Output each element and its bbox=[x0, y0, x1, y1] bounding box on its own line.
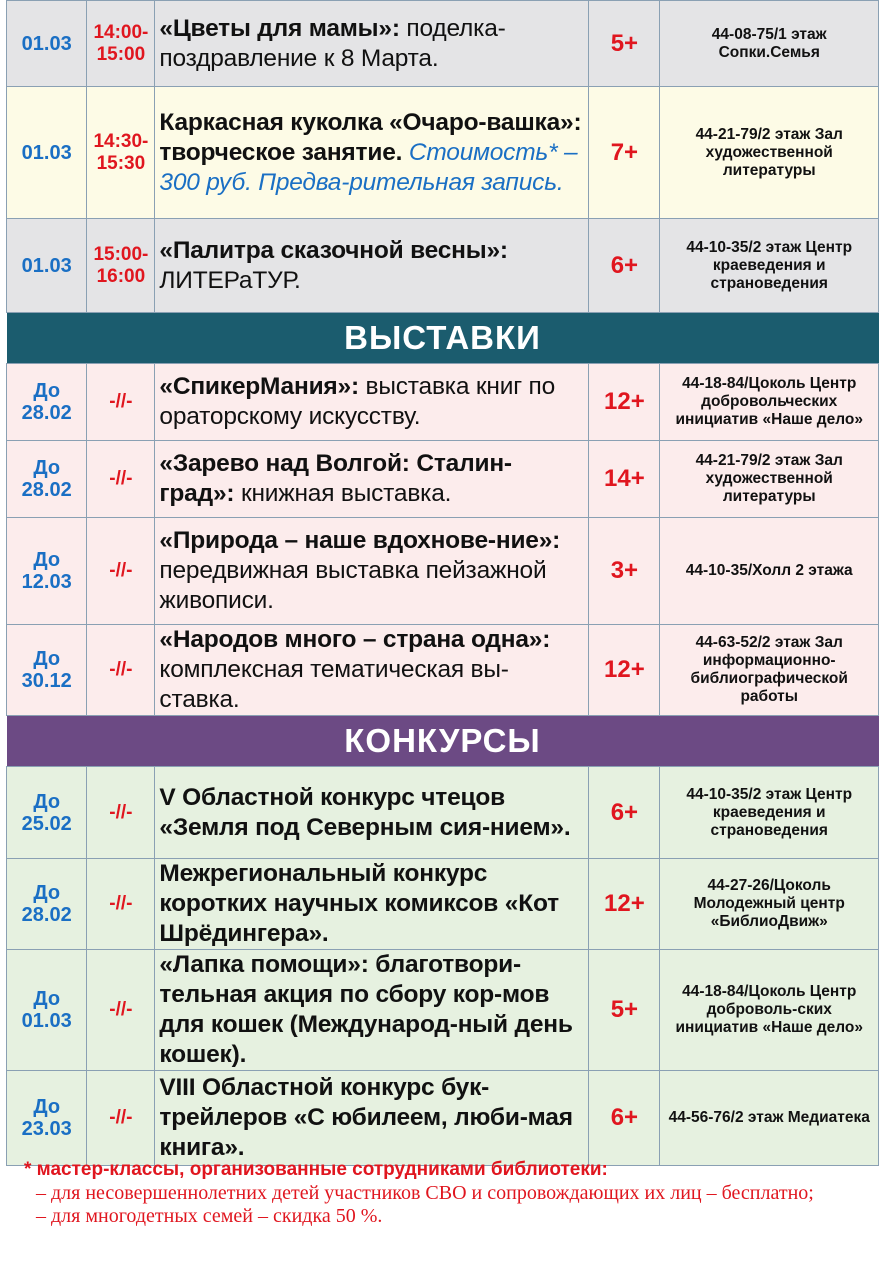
event-title-bold: «Природа – наше вдохнове-ние»: bbox=[159, 527, 561, 554]
event-time: 14:30-15:30 bbox=[87, 87, 155, 219]
event-date: До 23.03 bbox=[7, 1071, 87, 1166]
table-row bbox=[7, 518, 879, 625]
table-row bbox=[7, 1071, 879, 1166]
event-title-bold: «СпикерМания»: bbox=[159, 373, 359, 400]
age-rating: 12+ bbox=[589, 625, 660, 716]
footnote-line: – для несовершеннолетних детей участников СВО и сопровождающих их лиц – бесплатно; bbox=[36, 1182, 814, 1204]
age-rating: 6+ bbox=[589, 1071, 660, 1166]
event-title-bold: «Цветы для мамы»: bbox=[159, 14, 400, 42]
footnote-heading: * мастер-классы, организованные сотрудниками библиотеки: bbox=[24, 1159, 608, 1180]
section-header-exhibitions bbox=[7, 313, 879, 364]
event-place: 44-18-84/Цоколь Центр доброволь-ских инициатив «Наше дело» bbox=[660, 950, 879, 1071]
event-place: 44-10-35/Холл 2 этажа bbox=[660, 518, 879, 625]
event-place: 44-10-35/2 этаж Центр краеведения и страноведения bbox=[660, 219, 879, 313]
age-rating: 7+ bbox=[589, 87, 660, 219]
schedule-table bbox=[6, 0, 879, 1166]
event-title bbox=[155, 219, 589, 313]
age-rating: 3+ bbox=[589, 518, 660, 625]
event-place: 44-10-35/2 этаж Центр краеведения и страноведения bbox=[660, 767, 879, 859]
event-title-rest: передвижная выставка пейзажной живописи. bbox=[159, 557, 547, 614]
event-place: 44-63-52/2 этаж Зал информационно-библиографической работы bbox=[660, 625, 879, 716]
event-time: -//- bbox=[87, 859, 155, 950]
event-place: 44-18-84/Цоколь Центр добровольческих инициатив «Наше дело» bbox=[660, 364, 879, 441]
event-title bbox=[155, 625, 589, 716]
age-rating: 12+ bbox=[589, 859, 660, 950]
event-title bbox=[155, 87, 589, 219]
event-title-bold: «Палитра сказочной весны»: bbox=[159, 236, 508, 264]
event-title-rest: выставка книг по ораторскому искусству. bbox=[159, 373, 556, 430]
event-place: 44-27-26/Цоколь Молодежный центр «БиблиоДвиж» bbox=[660, 859, 879, 950]
event-time: 14:00-15:00 bbox=[87, 1, 155, 87]
footnote-line: – для многодетных семей – скидка 50 %. bbox=[36, 1205, 383, 1227]
event-date: 01.03 bbox=[7, 219, 87, 313]
section-title: ВЫСТАВКИ bbox=[7, 313, 879, 364]
section-title: КОНКУРСЫ bbox=[7, 716, 879, 767]
event-title bbox=[155, 441, 589, 518]
event-title-rest: ЛИТЕРаТУР. bbox=[159, 266, 301, 294]
event-time: -//- bbox=[87, 950, 155, 1071]
table-row bbox=[7, 364, 879, 441]
footnote bbox=[24, 1158, 874, 1228]
event-note: Стоимость* – 300 руб. Предва-рительная запись. bbox=[159, 138, 578, 196]
event-date: До 28.02 bbox=[7, 364, 87, 441]
table-row bbox=[7, 1, 879, 87]
event-place: 44-21-79/2 этаж Зал художественной литературы bbox=[660, 441, 879, 518]
age-rating: 5+ bbox=[589, 950, 660, 1071]
event-title-bold: «Лапка помощи»: благотвори-тельная акция по сбору кор-мов для кошек (Международ-ный день кошек). bbox=[159, 951, 573, 1068]
event-title-bold: Межрегиональный конкурс коротких научных комиксов «Кот Шрёдингера». bbox=[159, 860, 559, 947]
event-date: До 01.03 bbox=[7, 950, 87, 1071]
table-row bbox=[7, 859, 879, 950]
table-row bbox=[7, 441, 879, 518]
table-row bbox=[7, 219, 879, 313]
table-row bbox=[7, 767, 879, 859]
event-title bbox=[155, 1071, 589, 1166]
event-title bbox=[155, 518, 589, 625]
event-date: 01.03 bbox=[7, 1, 87, 87]
age-rating: 6+ bbox=[589, 219, 660, 313]
age-rating: 12+ bbox=[589, 364, 660, 441]
event-title-bold: Каркасная куколка «Очаро-вашка»: творческое занятие. bbox=[159, 108, 582, 166]
event-title-rest: поделка-поздравление к 8 Марта. bbox=[159, 14, 506, 72]
table-row bbox=[7, 950, 879, 1071]
event-title bbox=[155, 950, 589, 1071]
event-time: -//- bbox=[87, 767, 155, 859]
section-header-contests bbox=[7, 716, 879, 767]
event-title-rest: комплексная тематическая вы-ставка. bbox=[159, 656, 509, 713]
schedule-table-wrap bbox=[6, 0, 879, 1166]
event-title-bold: V Областной конкурс чтецов «Земля под Северным сия-нием». bbox=[159, 783, 571, 841]
event-title bbox=[155, 859, 589, 950]
event-time: -//- bbox=[87, 518, 155, 625]
event-title-bold: VIII Областной конкурс бук-трейлеров «С юбилеем, люби-мая книга». bbox=[159, 1074, 573, 1161]
event-place: 44-56-76/2 этаж Медиатека bbox=[660, 1071, 879, 1166]
event-date: 01.03 bbox=[7, 87, 87, 219]
event-title bbox=[155, 767, 589, 859]
event-time: -//- bbox=[87, 625, 155, 716]
age-rating: 5+ bbox=[589, 1, 660, 87]
age-rating: 14+ bbox=[589, 441, 660, 518]
event-title bbox=[155, 1, 589, 87]
event-title-bold: «Народов много – страна одна»: bbox=[159, 626, 551, 653]
event-time: -//- bbox=[87, 364, 155, 441]
event-time: 15:00-16:00 bbox=[87, 219, 155, 313]
table-row bbox=[7, 87, 879, 219]
event-title bbox=[155, 364, 589, 441]
event-date: До 12.03 bbox=[7, 518, 87, 625]
event-date: До 28.02 bbox=[7, 859, 87, 950]
event-date: До 30.12 bbox=[7, 625, 87, 716]
age-rating: 6+ bbox=[589, 767, 660, 859]
event-title-bold: «Зарево над Волгой: Сталин-град»: bbox=[159, 450, 512, 507]
event-title-rest: книжная выставка. bbox=[234, 480, 452, 507]
event-place: 44-08-75/1 этаж Сопки.Семья bbox=[660, 1, 879, 87]
event-date: До 28.02 bbox=[7, 441, 87, 518]
table-row bbox=[7, 625, 879, 716]
event-place: 44-21-79/2 этаж Зал художественной литературы bbox=[660, 87, 879, 219]
event-time: -//- bbox=[87, 1071, 155, 1166]
event-date: До 25.02 bbox=[7, 767, 87, 859]
event-time: -//- bbox=[87, 441, 155, 518]
